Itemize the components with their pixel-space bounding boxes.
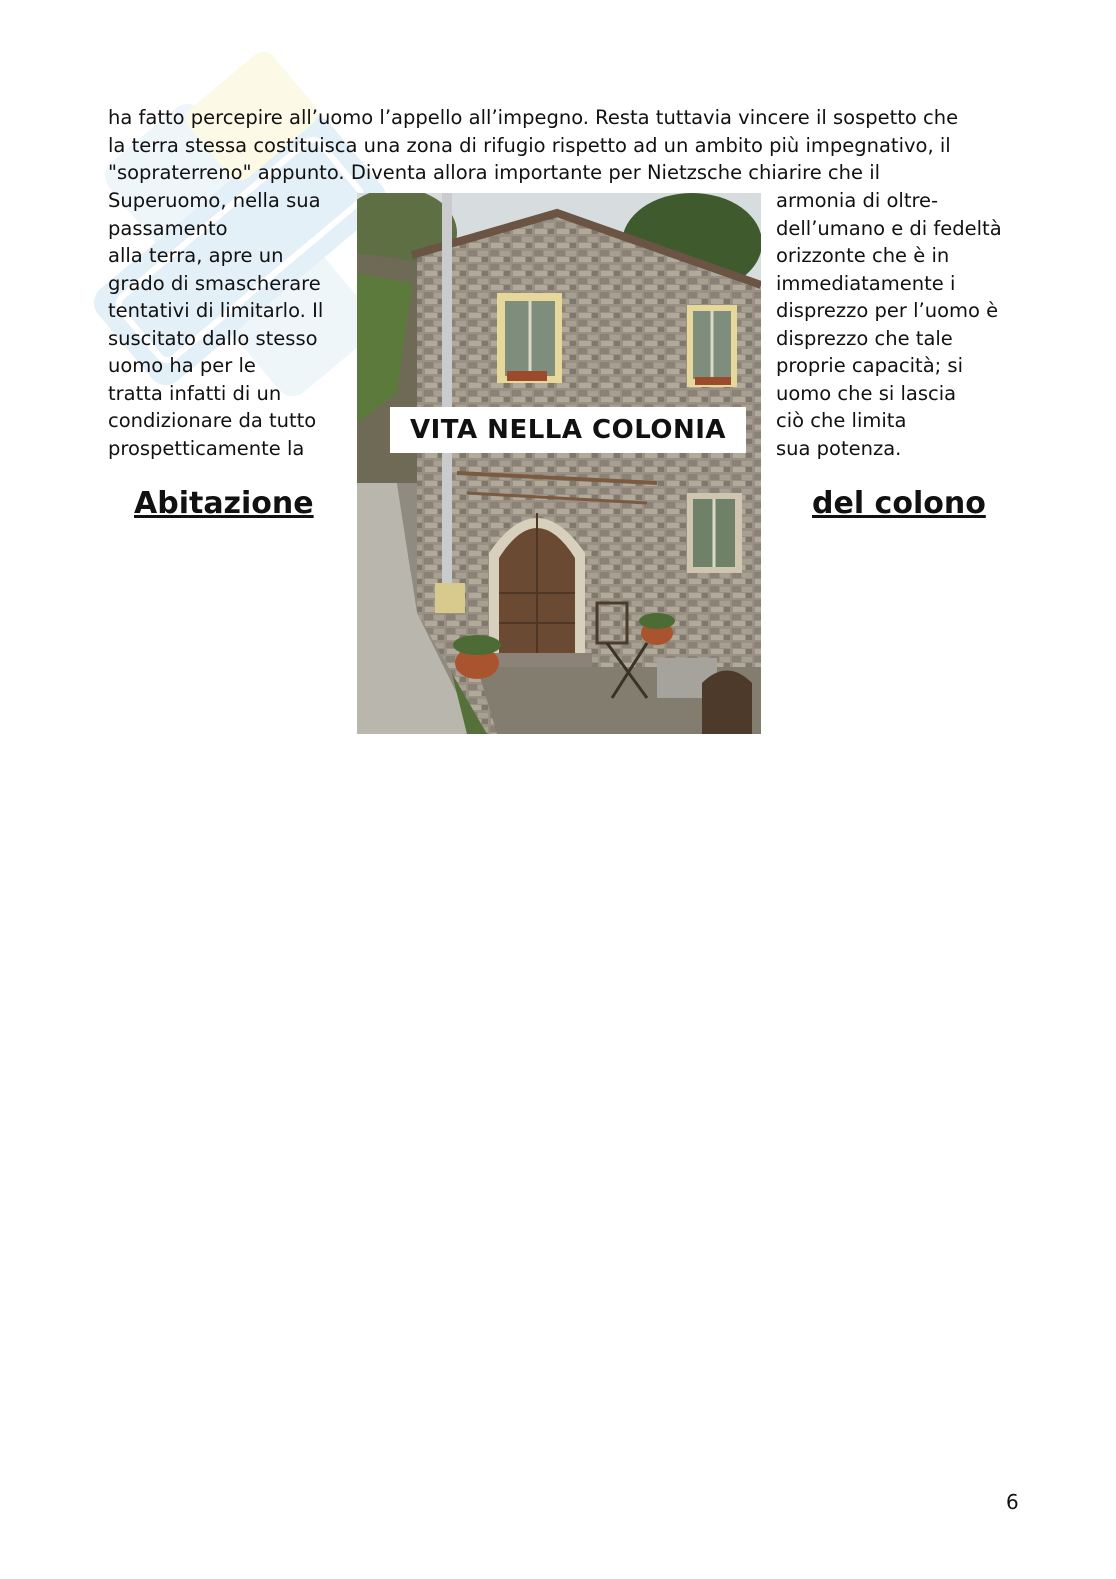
right-column-line: disprezzo per l’uomo è bbox=[776, 299, 999, 322]
heading-left: Abitazione bbox=[134, 486, 314, 521]
right-column-line: orizzonte che è in bbox=[776, 244, 950, 267]
body-text-line: "sopraterreno" appunto. Diventa allora importante per Nietzsche chiarire che il bbox=[108, 161, 881, 184]
heading-right: del colono bbox=[812, 486, 986, 521]
body-text-line: ha fatto percepire all’uomo l’appello all’impegno. Resta tuttavia vincere il sospetto che bbox=[108, 106, 959, 129]
house-photo bbox=[357, 193, 761, 734]
right-column-line: immediatamente i bbox=[776, 271, 956, 295]
left-column-line: suscitato dallo stesso bbox=[108, 326, 318, 350]
right-column-line: ciò che limita bbox=[776, 409, 907, 432]
right-column-line: armonia di oltre- bbox=[776, 189, 939, 212]
left-column-line: Superuomo, nella sua bbox=[108, 189, 321, 212]
right-column-line: proprie capacità; si bbox=[776, 354, 963, 377]
right-column-line: dell’umano e di fedeltà bbox=[776, 216, 1002, 240]
left-column-line: uomo ha per le bbox=[108, 354, 256, 377]
left-column-line: condizionare da tutto bbox=[108, 409, 317, 432]
left-text-column bbox=[108, 187, 323, 462]
body-text-line: la terra stessa costituisca una zona di rifugio rispetto ad un ambito più impegnativo, il bbox=[108, 133, 951, 157]
left-column-line: tratta infatti di un bbox=[108, 381, 282, 405]
photo-caption: VITA NELLA COLONIA bbox=[390, 407, 746, 453]
left-column-line: alla terra, apre un bbox=[108, 244, 284, 267]
right-column-line: disprezzo che tale bbox=[776, 326, 953, 350]
right-column-line: sua potenza. bbox=[776, 436, 902, 460]
right-text-column bbox=[776, 187, 1002, 462]
page-number: 6 bbox=[1006, 1490, 1019, 1514]
left-column-line: passamento bbox=[108, 216, 228, 240]
left-column-line: tentativi di limitarlo. Il bbox=[108, 299, 324, 322]
right-column-line: uomo che si lascia bbox=[776, 381, 957, 405]
left-column-line: grado di smascherare bbox=[108, 271, 321, 295]
left-column-line: prospetticamente la bbox=[108, 436, 305, 460]
